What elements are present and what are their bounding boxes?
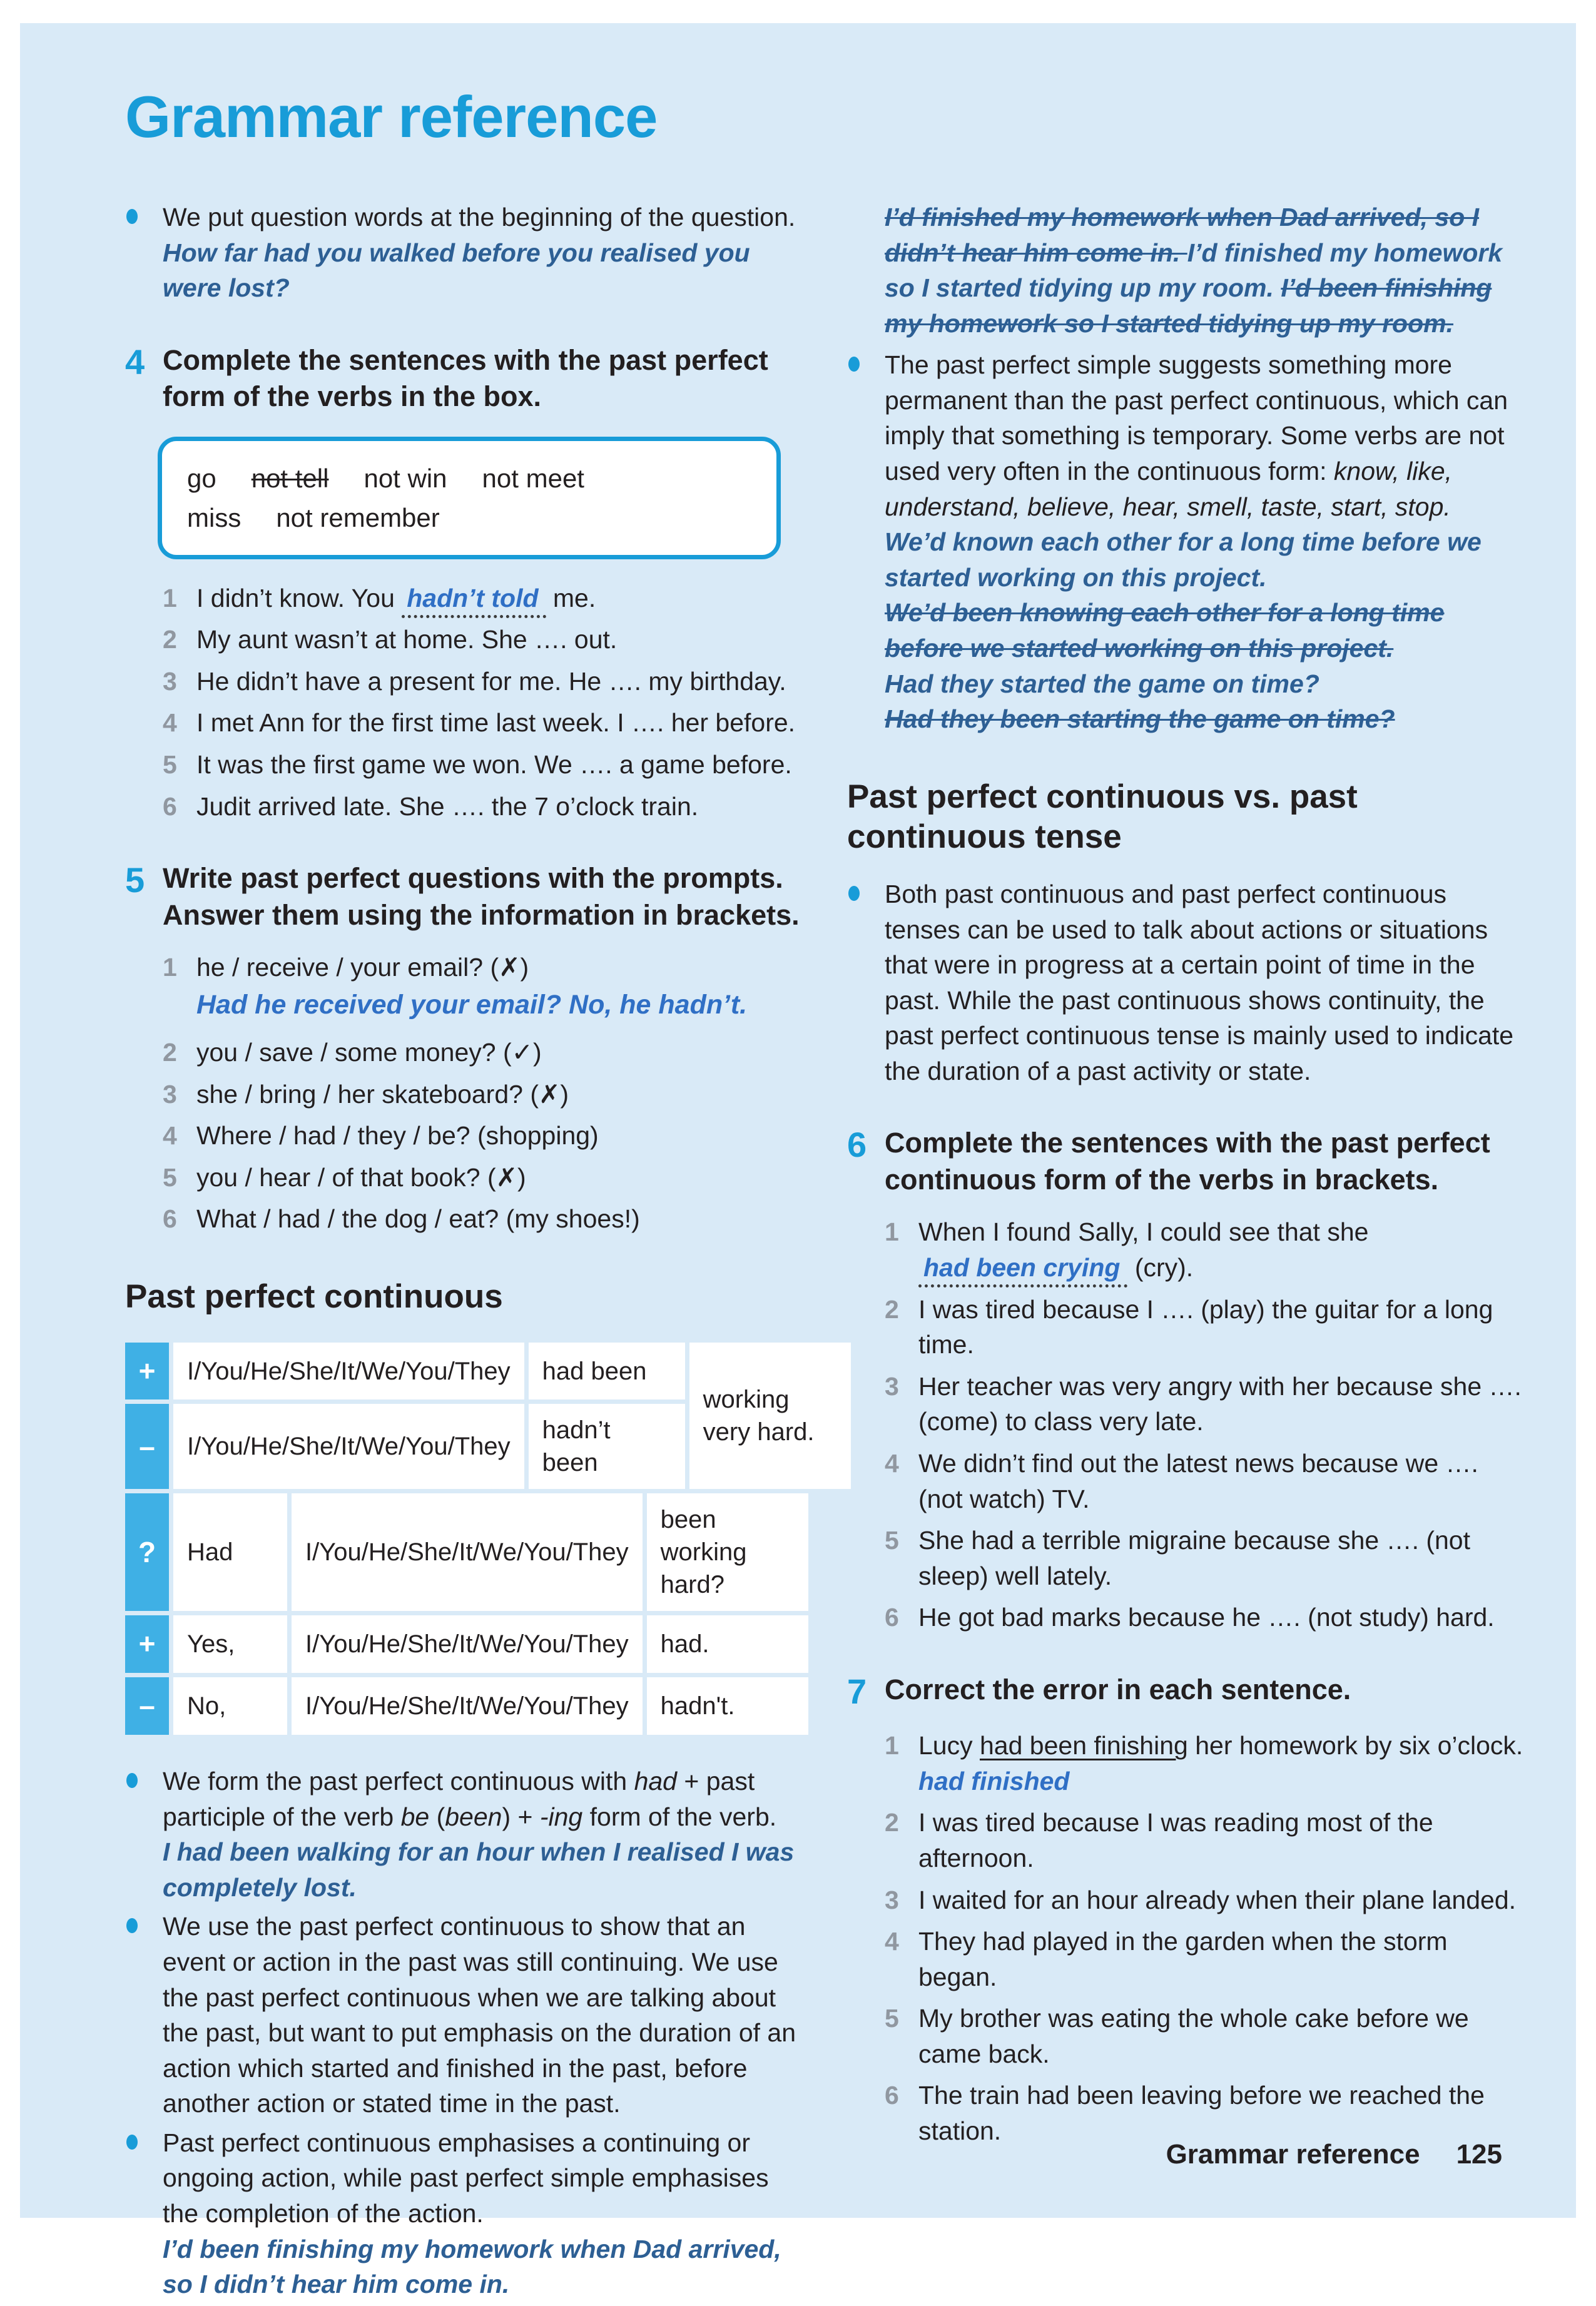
item-number: 2	[885, 1294, 899, 1324]
word-box-word: miss	[187, 502, 241, 532]
exercise-6-number: 6	[847, 1125, 867, 1165]
bullet-dot-icon	[126, 209, 138, 224]
example-block	[885, 200, 1528, 341]
intro-bullet-text	[163, 200, 806, 306]
table-cell-result: had.	[647, 1615, 808, 1673]
rule-bullet	[847, 347, 1528, 736]
example-sentence-struck: We’d been knowing each other for a long time before we started working on this project.	[885, 598, 1445, 663]
item-number: 3	[163, 666, 177, 696]
example-paragraph: I’d finished my homework when Dad arrived, so I didn’t hear him come in. I’d finished my homework so I started tidying up my room. I’d been finishing my homework so I started tidying up my room.	[885, 203, 1503, 338]
item-text	[196, 581, 806, 616]
item-number: 2	[885, 1808, 899, 1837]
item-number: 6	[885, 2081, 899, 2110]
exercise-7-header	[847, 1672, 1528, 1712]
bullet-dot-icon	[848, 886, 860, 901]
item-text: I waited for an hour already when their plane landed.	[918, 1885, 1517, 1914]
item-text: What / had / the dog / eat? (my shoes!)	[196, 1204, 640, 1234]
left-column	[125, 200, 815, 2306]
item-number: 3	[885, 1371, 899, 1401]
word-box-line-2	[187, 498, 751, 537]
exercise-4-header	[125, 342, 806, 415]
page-title: Grammar reference	[125, 84, 658, 150]
rule-text	[163, 2125, 806, 2302]
item-number: 6	[885, 1603, 899, 1632]
list-item	[885, 1728, 1528, 1799]
exercise-6-header	[847, 1125, 1528, 1198]
list-item	[885, 1600, 1528, 1635]
rule-rich-text: We use the past perfect continuous to show that an event or action in the past was still continuing. We use the past perfect continuous when we are talking about the past, but want to put emphasis on the duration of an action which started and finished in the past, before another action or stated time in the past.	[163, 1912, 796, 2118]
word-box-word: not tell	[251, 463, 329, 493]
list-item	[885, 1924, 1528, 1994]
table-cell-result: been working hard?	[647, 1493, 808, 1611]
item-text: The train had been leaving before we reached the station.	[918, 2081, 1485, 2145]
list-item	[163, 664, 806, 699]
item-text: It was the first game we won. We …. a game before.	[196, 750, 792, 780]
handwritten-answer: had been crying	[918, 1253, 1127, 1288]
table-cell-aux: Had	[173, 1493, 287, 1611]
rule-bullet	[125, 1764, 806, 1905]
rule-bullet	[847, 876, 1528, 1089]
exercise-5-title: Write past perfect questions with the prompts. Answer them using the information in brackets.	[163, 862, 800, 931]
list-item	[885, 1446, 1528, 1516]
bullet-dot-icon	[126, 1773, 138, 1788]
item-text: He got bad marks because he …. (not study) hard.	[918, 1603, 1495, 1632]
list-item	[885, 1882, 1528, 1918]
exercise-6	[847, 1125, 1528, 1635]
handwritten-answer: hadn’t told	[402, 584, 546, 618]
table-cell-subject: I/You/He/She/It/We/You/They	[292, 1493, 643, 1611]
item-number: 5	[885, 2004, 899, 2033]
item-number: 5	[885, 1526, 899, 1555]
rule-text	[163, 1764, 806, 1905]
list-item	[163, 1035, 806, 1070]
item-text: He didn’t have a present for me. He …. my birthday.	[196, 666, 786, 696]
footer-label: Grammar reference	[1166, 2139, 1420, 2170]
table-cell-verb-affirmative: had been	[529, 1343, 685, 1400]
item-text: She had a terrible migraine because she …. (not sleep) well lately.	[918, 1526, 1471, 1590]
intro-rule-text: We put question words at the beginning of the question.	[163, 203, 796, 231]
item-number: 1	[885, 1217, 899, 1247]
exercise-5-items	[163, 950, 806, 1237]
rule-text	[885, 347, 1528, 736]
exercise-4-number: 4	[125, 342, 145, 382]
exercise-5-header	[125, 860, 806, 933]
exercise-4	[125, 342, 806, 824]
list-item	[885, 1523, 1528, 1593]
item-text: I was tired because I …. (play) the guitar for a long time.	[918, 1294, 1493, 1359]
symbol-minus: –	[125, 1404, 169, 1489]
rule-rich-text: Past perfect continuous emphasises a continuing or ongoing action, while past perfect simple emphasises the completion of the action.	[163, 2128, 769, 2228]
page-panel	[20, 23, 1576, 2299]
list-item	[163, 705, 806, 741]
list-item	[885, 2078, 1528, 2148]
item-text: We didn’t find out the latest news because we …. (not watch) TV.	[918, 1448, 1478, 1513]
item-text	[196, 950, 806, 1029]
example-sentence: Had they started the game on time?	[885, 669, 1319, 698]
intro-example: How far had you walked before you realised you were lost?	[163, 238, 750, 303]
item-text: I was tired because I was reading most of the afternoon.	[918, 1808, 1433, 1872]
rule-bullet	[125, 1909, 806, 2121]
item-text: Lucy had been finishing her homework by six o’clock. had finished	[918, 1731, 1523, 1796]
item-text: you / hear / of that book? (✗)	[196, 1162, 526, 1192]
word-box-word: not remember	[276, 502, 440, 532]
list-item	[163, 1077, 806, 1112]
item-number: 4	[885, 1448, 899, 1478]
item-number: 2	[163, 1038, 177, 1067]
item-text: you / save / some money? (✓)	[196, 1038, 542, 1067]
list-item	[163, 622, 806, 658]
list-item	[885, 2001, 1528, 2071]
example-sentence: I’d been finishing my homework when Dad arrived, so I didn’t hear him come in.	[163, 2234, 781, 2299]
item-text: Judit arrived late. She …. the 7 o’clock train.	[196, 791, 699, 821]
section-heading-past-perfect-continuous: Past perfect continuous	[125, 1278, 503, 1315]
rule-rich-text: The past perfect simple suggests something more permanent than the past perfect continuous, which can imply that something is temporary. Some verbs are not used very often in the continuous form: know, like, understand, believe, hear, smell, taste, start, stop.	[885, 350, 1508, 521]
table-cell-result: working very hard.	[689, 1343, 851, 1490]
item-number: 3	[163, 1079, 177, 1109]
word-box-word: go	[187, 463, 216, 493]
rule-rich-text: We form the past perfect continuous with had + past participle of the verb be (been) + -ing form of the verb.	[163, 1767, 777, 1831]
table-row-question	[125, 1493, 806, 1611]
exercise-7	[847, 1672, 1528, 2149]
table-row-no	[125, 1677, 806, 1735]
list-item	[885, 1214, 1528, 1285]
item-text: My brother was eating the whole cake before we came back.	[918, 2004, 1469, 2068]
table-row-yes	[125, 1615, 806, 1673]
word-box	[158, 437, 781, 559]
list-item	[163, 1118, 806, 1154]
item-text: Where / had / they / be? (shopping)	[196, 1121, 599, 1150]
table-cell-lead: No,	[173, 1677, 287, 1735]
item-number: 6	[163, 1204, 177, 1234]
symbol-plus: +	[125, 1343, 169, 1400]
item-number: 4	[163, 1121, 177, 1150]
symbol-plus: +	[125, 1615, 169, 1673]
symbol-question: ?	[125, 1493, 169, 1611]
item-text: My aunt wasn’t at home. She …. out.	[196, 625, 618, 654]
table-rows-affirmative-negative	[125, 1343, 815, 1490]
word-box-word: not meet	[482, 463, 584, 493]
item-number: 1	[163, 583, 177, 612]
list-item	[163, 1160, 806, 1196]
footer-page-number: 125	[1456, 2139, 1502, 2170]
handwritten-answer: Had he received your email? No, he hadn’t.	[196, 989, 748, 1020]
exercise-4-items	[163, 581, 806, 824]
bullet-dot-icon	[126, 2135, 138, 2150]
intro-bullet	[125, 200, 806, 306]
section-heading-vs: Past perfect continuous vs. past continuous tense	[847, 778, 1358, 856]
item-text-pre: I didn’t know. You	[196, 583, 402, 612]
right-column	[847, 200, 1528, 2306]
word-box-line-1	[187, 459, 751, 498]
item-text-pre: When I found Sally, I could see that she	[918, 1217, 1369, 1247]
example-sentence-struck: Had they been starting the game on time?	[885, 704, 1395, 734]
item-number: 1	[163, 953, 177, 982]
item-number: 6	[163, 791, 177, 821]
page-footer	[1166, 2139, 1502, 2170]
list-item	[163, 789, 806, 825]
list-item	[163, 1201, 806, 1237]
list-item	[163, 581, 806, 616]
exercise-4-title: Complete the sentences with the past perfect form of the verbs in the box.	[163, 343, 768, 413]
item-number: 1	[885, 1731, 899, 1760]
example-sentence: We’d known each other for a long time before we started working on this project.	[885, 527, 1482, 592]
list-item	[163, 747, 806, 783]
bullet-dot-icon	[848, 357, 860, 372]
rule-text: Both past continuous and past perfect continuous tenses can be used to talk about actions or situations that were in progress at a certain point of time in the past. While the past continuous shows continuity, the past perfect continuous tense is mainly used to indicate the duration of a past activity or state.	[885, 879, 1514, 1085]
list-item	[163, 950, 806, 1029]
item-text: Her teacher was very angry with her because she …. (come) to class very late.	[918, 1371, 1522, 1436]
exercise-7-number: 7	[847, 1671, 867, 1711]
table-cell-subject: I/You/He/She/It/We/You/They	[292, 1615, 643, 1673]
item-number: 4	[163, 708, 177, 738]
rule-bullet	[125, 2125, 806, 2302]
item-text: They had played in the garden when the storm began.	[918, 1927, 1448, 1991]
item-number: 5	[163, 1162, 177, 1192]
item-text: I met Ann for the first time last week. I …. her before.	[196, 708, 796, 738]
list-item	[885, 1805, 1528, 1876]
table-cell-verb-negative: hadn’t been	[529, 1404, 685, 1489]
list-item	[885, 1292, 1528, 1363]
item-number: 2	[163, 625, 177, 654]
item-number: 4	[885, 1927, 899, 1956]
table-cell-subject: I/You/He/She/It/We/You/They	[173, 1404, 524, 1489]
table-cell-lead: Yes,	[173, 1615, 287, 1673]
list-item	[885, 1369, 1528, 1440]
prompt-text: he / receive / your email? (✗)	[196, 953, 529, 982]
exercise-6-title: Complete the sentences with the past perfect continuous form of the verbs in brackets.	[885, 1127, 1490, 1196]
item-text-post: (cry).	[1127, 1253, 1194, 1283]
item-text	[918, 1214, 1528, 1285]
conjugation-table	[125, 1343, 815, 1735]
item-number: 3	[885, 1885, 899, 1914]
table-cell-subject: I/You/He/She/It/We/You/They	[292, 1677, 643, 1735]
exercise-5	[125, 860, 806, 1237]
exercise-7-items	[885, 1728, 1528, 2148]
item-text-post: me.	[546, 583, 596, 612]
symbol-minus: –	[125, 1677, 169, 1735]
two-column-layout	[20, 200, 1576, 2306]
item-text: she / bring / her skateboard? (✗)	[196, 1079, 569, 1109]
example-sentence: I had been walking for an hour when I realised I was completely lost.	[163, 1837, 795, 1902]
bullet-dot-icon	[126, 1918, 138, 1933]
exercise-7-title: Correct the error in each sentence.	[885, 1673, 1351, 1705]
table-cell-subject: I/You/He/She/It/We/You/They	[173, 1343, 524, 1400]
exercise-6-items	[885, 1214, 1528, 1635]
table-cell-result: hadn't.	[647, 1677, 808, 1735]
word-box-word: not win	[363, 463, 447, 493]
exercise-5-number: 5	[125, 860, 145, 900]
rule-text	[163, 1909, 806, 2121]
item-number: 5	[163, 750, 177, 780]
